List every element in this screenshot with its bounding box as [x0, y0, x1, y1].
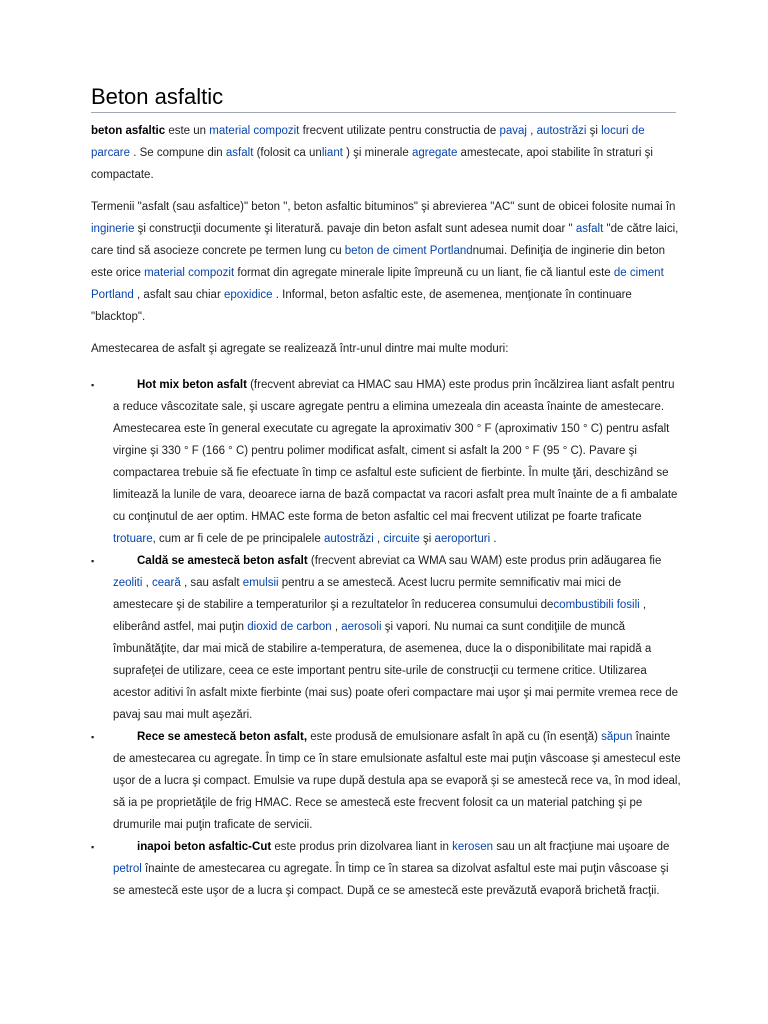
- bullet-icon: ▪: [91, 842, 95, 852]
- link-autostrazi-2[interactable]: autostrăzi: [323, 533, 374, 545]
- terms-paragraph: [91, 196, 681, 328]
- article-body: [91, 120, 681, 902]
- text: şi: [586, 125, 602, 137]
- text: . Informal, beton asfaltic este, de asemenea, menţionate în continuare "blacktop".: [91, 289, 632, 323]
- link-asfalt-2[interactable]: asfalt: [575, 223, 604, 235]
- link-aerosoli[interactable]: aerosoli: [341, 621, 382, 633]
- link-material-compozit[interactable]: material compozit: [209, 125, 300, 137]
- link-beton-de-ciment-portland[interactable]: beton de ciment Portland: [344, 245, 473, 257]
- link-locuri-de-parcare[interactable]: locuri de parcare: [91, 125, 645, 159]
- text: este un: [165, 125, 210, 137]
- link-zeoliti[interactable]: zeoliti: [113, 577, 143, 589]
- methods-list: [91, 374, 681, 902]
- list-item-warm-mix: [91, 550, 681, 726]
- text: Termenii "asfalt (sau asfaltice)" beton ", beton asfaltic bituminos" şi abrevierea "AC" sunt de obicei folosite numai în: [91, 201, 676, 213]
- link-emulsii[interactable]: emulsii: [242, 577, 279, 589]
- text: frecvent utilizate pentru constructia de: [299, 125, 500, 137]
- list-item-cutback: [91, 836, 681, 902]
- link-kerosen[interactable]: kerosen: [452, 841, 493, 853]
- bullet-icon: ▪: [91, 732, 95, 742]
- text: este produsă de emulsionare asfalt în apă cu (în esenţă): [307, 731, 602, 743]
- text: , asfalt sau chiar: [133, 289, 224, 301]
- text: , sau asfalt: [180, 577, 243, 589]
- text: ,: [526, 125, 537, 137]
- list-item-hot-mix: [91, 374, 681, 550]
- text: şi construcţii documente şi literatură. pavaje din beton asfalt sunt adesea numit doar ": [134, 223, 576, 235]
- link-petrol[interactable]: petrol: [113, 863, 142, 875]
- item-heading: Hot mix beton asfalt: [137, 379, 247, 391]
- link-inginerie[interactable]: inginerie: [91, 223, 135, 235]
- text: şi vapori. Nu numai ca sunt condiţiile de muncă îmbunătăţite, dar mai mică de stabilire a-temperatura, de asemenea, duce la o disponibilitate mai rapidă a suprafeţei de utilizare, ceea ce este important pentru site-urile de construcţii cu termene critice. Utilizarea acestor aditivi în asfalt mixte fierbinte (mai sus) poate oferi compactare mai uşor şi mai permite vremea rece de pavaj sau mai mult aşezări.: [113, 621, 678, 721]
- link-circuite[interactable]: circuite: [383, 533, 420, 545]
- bullet-icon: ▪: [91, 556, 95, 566]
- link-asfalt[interactable]: asfalt: [225, 147, 254, 159]
- link-ciment-portland[interactable]: de ciment Portland: [91, 267, 664, 301]
- text: înainte de amestecarea cu agregate. În timp ce în starea sa dizolvat asfaltul este mai puţin vâscoase şi se amestecă este uşor de a lucra şi compact. După ce se amestecă este prevăzută evaporă brichetă fracţii.: [113, 863, 669, 897]
- text: amestecate, apoi stabilite în straturi şi compactate.: [91, 147, 653, 181]
- item-heading: Rece se amestecă beton asfalt,: [137, 731, 308, 743]
- page-title: Beton asfaltic: [91, 84, 676, 113]
- item-heading: inapoi beton asfaltic-Cut: [137, 841, 272, 853]
- link-aeroporturi[interactable]: aeroporturi: [434, 533, 491, 545]
- text: sau un alt fracţiune mai uşoare de: [493, 841, 670, 853]
- text: , cum ar fi cele de pe principalele: [152, 533, 324, 545]
- text: numai. Definiţia de inginerie din beton este orice: [91, 245, 666, 279]
- link-combustibili-fosili[interactable]: combustibili fosili: [553, 599, 640, 611]
- link-dioxid-de-carbon[interactable]: dioxid de carbon: [247, 621, 332, 633]
- text: (frecvent abreviat ca HMAC sau HMA) este produs prin încălzirea liant asfalt pentru a reduce vâscozitate sale, şi uscare agregate pentru a elimina umezeala din aceasta înainte de amestecare. Amestecarea este în general executate cu agregate la aproximativ 300 ° F (aproximativ 150 ° C) pentru asfalt virgine şi 330 ° F (166 ° C) pentru polimer modificat asfalt, ciment si asfalt la 200 ° F (95 ° C). Pavare şi compactarea trebuie să fie efectuate în timp ce asfaltul este suficient de fierbinte. În multe ţări, deschizând se limitează la lunile de vara, deoarece iarna de bază compactat va racori asfalt prea mult înainte de a fi ambalate cu conţinutul de aer optim. HMAC este forma de beton asfaltic cel mai frecvent utilizat pe foarte traficate: [113, 379, 678, 523]
- bold-term: beton asfaltic: [91, 125, 166, 137]
- text: (folosit ca un: [253, 147, 322, 159]
- text: "de către laici, care tind să asocieze concrete pe termen lung cu: [91, 223, 679, 257]
- text: (frecvent abreviat ca WMA sau WAM) este produs prin adăugarea fie: [307, 555, 662, 567]
- link-sapun[interactable]: săpun: [601, 731, 633, 743]
- text: format din agregate minerale lipite împreună cu un liant, fie că liantul este: [234, 267, 614, 279]
- text: ,: [142, 577, 152, 589]
- text: este produs prin dizolvarea liant in: [271, 841, 453, 853]
- methods-intro: Amestecarea de asfalt şi agregate se realizează într-unul dintre mai multe moduri:: [91, 343, 509, 355]
- text: ,: [373, 533, 384, 545]
- text: .: [490, 533, 497, 545]
- text: înainte de amestecarea cu agregate. În timp ce în stare emulsionate asfaltul este mai puţin vâscoase şi amestecul este uşor de a lucra şi compact. Emulsie va rupe după destula apa se evaporă şi se amestecă rece va, în mod ideal, să ia pe proprietăţile de frig HMAC. Rece se amestecă este frecvent folosit ca un material patching şi pe drumurile mai puţin traficate de servicii.: [113, 731, 681, 831]
- link-trotuare[interactable]: trotuare: [113, 533, 153, 545]
- intro-paragraph: [91, 120, 681, 186]
- text: , eliberând astfel, mai puţin: [113, 599, 647, 633]
- text: şi: [419, 533, 435, 545]
- link-agregate[interactable]: agregate: [411, 147, 458, 159]
- text: pentru a se amestecă. Acest lucru permite semnificativ mai mici de amestecare şi de stabilire a temperaturilor şi a rezultatelor în reducerea consumului de: [113, 577, 622, 611]
- link-autostrazi[interactable]: autostrăzi: [536, 125, 587, 137]
- link-epoxidice[interactable]: epoxidice: [223, 289, 273, 301]
- item-heading: Caldă se amestecă beton asfalt: [137, 555, 308, 567]
- link-ceara[interactable]: ceară: [152, 577, 181, 589]
- link-pavaj[interactable]: pavaj: [499, 125, 527, 137]
- text: ) şi minerale: [342, 147, 412, 159]
- list-item-cold-mix: [91, 726, 681, 836]
- link-material-compozit-2[interactable]: material compozit: [144, 267, 235, 279]
- text: . Se compune din: [130, 147, 226, 159]
- link-liant[interactable]: liant: [321, 147, 343, 159]
- text: ,: [331, 621, 342, 633]
- bullet-icon: ▪: [91, 380, 95, 390]
